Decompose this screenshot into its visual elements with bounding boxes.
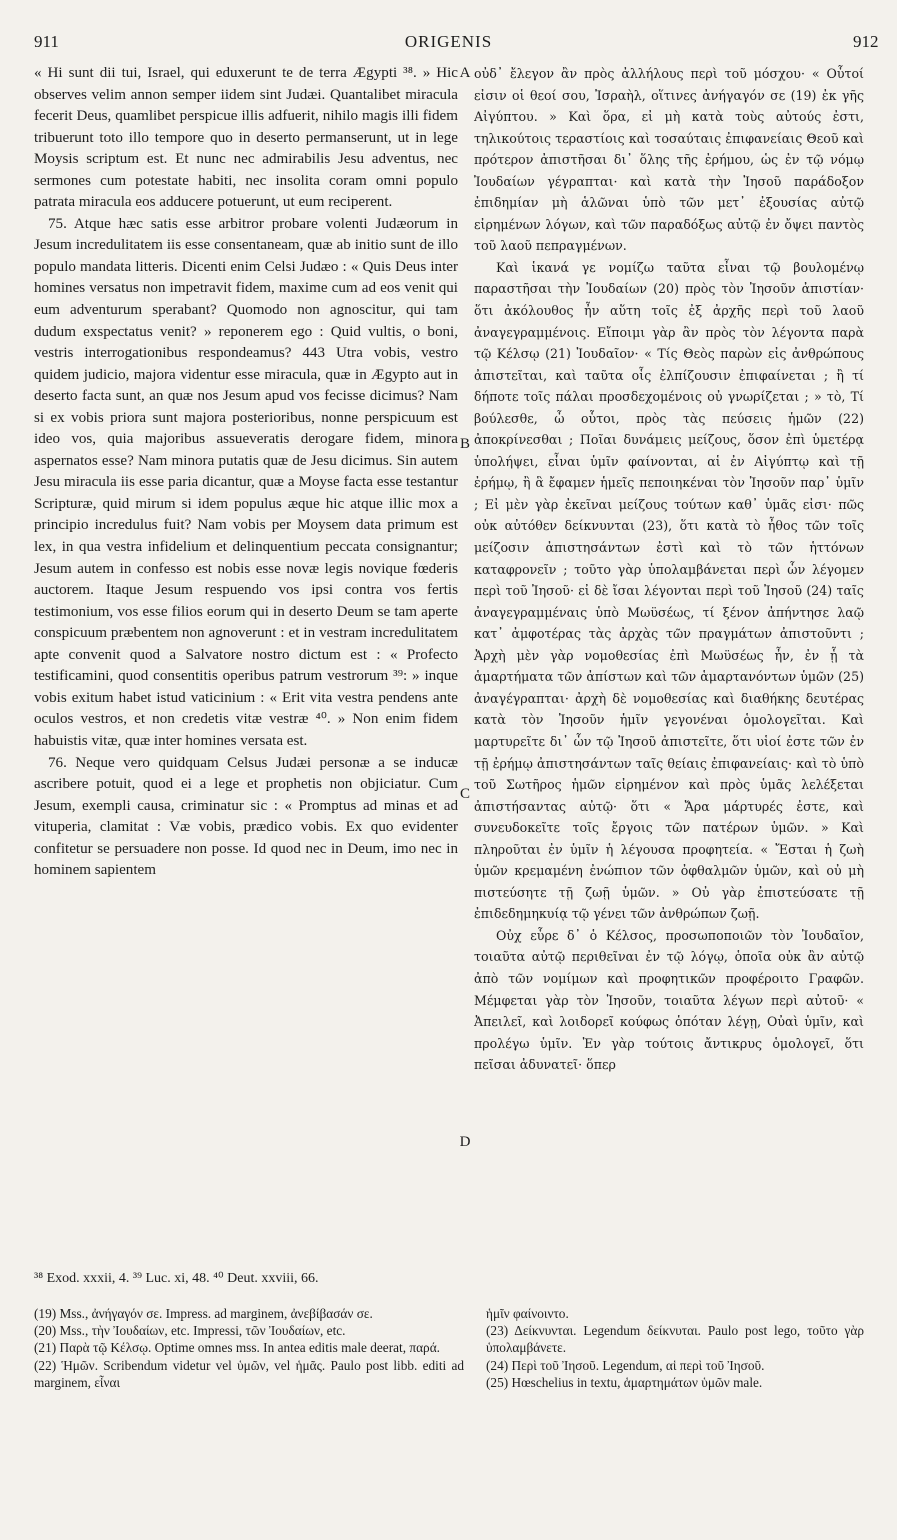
latin-paragraph: « Hi sunt dii tui, Israel, qui eduxerunt te de terra Ægypti ³⁸. » Hic observes velim annon semper iidem sint Judæi. Quantalibet miracula fecerit Deus, quamlibet perspicue illis adfuerit, nihilo magis illi fidem tribuerunt toto illo tempore quo in deserto permanserunt, ut in lege Moysis scriptum est. Et nunc nec admirabilis Jesu adventus, nec sermones cum potestate habiti, nec insolita coram omni populo patrata miracula eos adducere potuerunt, ut eum reciperent.	[34, 65, 458, 211]
notes-right	[486, 1305, 864, 1391]
notes-left	[34, 1305, 464, 1391]
greek-paragraph: οὐδ᾽ ἔλεγον ἂν πρὸς ἀλλήλους περὶ τοῦ μόσχου· « Οὗτοί εἰσιν οἱ θεοί σου, Ἰσραὴλ, οἵτινες ἀνήγαγόν σε (19) ἐκ γῆς Αἰγύπτου. » Καὶ ὅρα, εἰ μὴ κατὰ τοὺς αὐτούς ἐστι, τηλικούτοις τεραστίοις καὶ τοσαύταις ἐπιφανείαις Θεοῦ καὶ πρότερον ἀπιστῆσαι δι᾽ ὅλης τῆς ἐρήμου, ὡς ἐν τῷ νόμῳ Ἰουδαίων γέγραπται· καὶ κατὰ τὴν Ἰησοῦ παράδοξον ἐπιδημίαν μὴ ἁλῶναι ὑπὸ τῶν μετ᾽ ἐξουσίας αὐτῷ εἰρημένων λόγων, καὶ τῶν παραδόξως αὐτῷ ἐν ὄψει παντὸς τοῦ λαοῦ πεπραγμένων.	[474, 66, 864, 254]
margin-letter-a: A	[459, 65, 471, 81]
greek-paragraph: Οὐχ εὗρε δ᾽ ὁ Κέλσος, προσωποποιῶν τὸν Ἰουδαῖον, τοιαῦτα αὐτῷ περιθεῖναι ἐν τῷ λόγῳ, ὁποῖα οὐκ ἂν αὐτῷ ἀπὸ τῶν νομίμων καὶ προφητικῶν προφέροιτο Γραφῶν. Μέμφεται γὰρ τὸν Ἰησοῦν, τοιαῦτα λέγων περὶ αὐτοῦ· « Ἀπειλεῖ, καὶ λοιδορεῖ κούφως ὁπόταν λέγῃ, Οὐαὶ ὑμῖν, καὶ προλέγω ὑμῖν. Ἐν γὰρ τούτοις ἄντικρυς ὁμολογεῖ, ὅτι πεῖσαι ἀδυνατεῖ· ὅπερ	[474, 927, 864, 1073]
margin-letter-d: D	[459, 1134, 471, 1150]
critical-note: (21) Παρὰ τῷ Κέλσῳ. Optime omnes mss. In antea editis male deerat, παρά.	[34, 1340, 440, 1356]
critical-note: (24) Περὶ τοῦ Ἰησοῦ. Legendum, αἱ περὶ τοῦ Ἰησοῦ.	[486, 1357, 765, 1373]
scripture-references: ³⁸ Exod. xxxii, 4. ³⁹ Luc. xi, 48. ⁴⁰ Deut. xxviii, 66.	[34, 1271, 319, 1286]
page-number-left: 911	[34, 32, 59, 51]
critical-note: ἡμῖν φαίνοιντο.	[486, 1306, 569, 1321]
critical-note: (25) Hœschelius in textu, ἁμαρτημάτων ὑμῶν male.	[486, 1374, 763, 1390]
margin-letter-c: C	[459, 786, 470, 802]
critical-note: (19) Mss., ἀνήγαγόν σε. Impress. ad marginem, ἀνεβίβασάν σε.	[34, 1306, 373, 1321]
latin-paragraph: 75. Atque hæc satis esse arbitror probare volenti Judæorum in Jesum incredulitatem iis esse consentaneam, quæ ab initio sunt de illo populo mandata litteris. Dicenti enim Celsi Judæo : « Quis Deus inter homines versatus non impetravit fidem, maxime cum ad eos venit qui eum adventurum sperabant? Quomodo non agnoscitur, qui tam dudum exspectatus venit? » reponerem ego : Quid vultis, o boni, vestris interrogationibus respondeamus? 443 Utra vobis, vestro quidem judicio, majora videntur esse miracula, quæ in Ægypto aut in deserto facta sunt, an quæ nos Jesum apud vos fecisse dicimus? Nam si ex vobis priora sunt majora posterioribus, nonne perspicuum est ideo vos, quia majoribus assueveratis derogare fidem, minora aspernatos esse? Nam minora putatis quæ de Jesu dicimus. Sin autem Jesu miracula iis esse paria dicantur, quæ a Moyse facta esse testantur Scripturæ, quid mirum si idem populus æque hic atque illic mox a principio incredulus fuit? Nam vobis per Moysem data primum est lex, in qua vestra infidelium et delinquentium peccata consignantur; Jesum autem in confesso est nobis esse novæ legis novique fœderis auctorem. Itaque Jesum respuendo vos ipsi contra vos fertis testimonium, vos esse filios eorum qui in deserto Deum se tam aperte conspicuum præbentem non agnoverunt : et in vestram incredulitatem apte convenit quod a Salvatore nostro dictum est : « Profecto testificamini, quod consentitis operibus patrum vestrorum ³⁹: » inque vobis exitum habet istud vaticinium : « Erit vita vestra pendens ante oculos vestros, et non credetis vitæ vestræ ⁴⁰. » Non enim fidem habuistis vitæ, quæ inter homines versata est.	[34, 215, 458, 749]
latin-paragraph: 76. Neque vero quidquam Celsus Judæi personæ a se inducæ ascribere potuit, quod ei a lege et prophetis non objiciatur. Cum Jesum, exempli causa, criminatur sic : « Promptus ad minas et ad vituperia, clamitat : Væ vobis, prædico vobis. Ex quo evidenter confitetur se persuadere non posse. Id quod nec in Deum, imo nec in hominem sapientem	[34, 754, 458, 879]
critical-note: (23) Δείκνυνται. Legendum δείκνυται. Paulo post lego, τοῦτο γὰρ ὑπολαμβάνετε.	[486, 1323, 864, 1356]
critical-note: (22) Ἡμῶν. Scribendum videtur vel ὑμῶν, vel ἡμᾶς. Paulo post libb. editi ad marginem, εἶναι	[34, 1357, 464, 1390]
page-number-right: 912	[853, 32, 879, 51]
critical-note: (20) Mss., τὴν Ἰουδαίων, etc. Impressi, τῶν Ἰουδαίων, etc.	[34, 1323, 346, 1339]
margin-letter-b: B	[459, 436, 470, 452]
greek-column	[474, 63, 864, 1076]
greek-paragraph: Καὶ ἱκανά γε νομίζω ταῦτα εἶναι τῷ βουλομένῳ παραστῆσαι τὴν Ἰουδαίων (20) πρὸς τὸν Ἰησοῦν ἀπιστίαν· ὅτι ἀκόλουθος ἦν αὕτη τοῖς ἐξ ἀρχῆς περὶ τοῦ λαοῦ ἀναγεγραμμένοις. Εἴποιμι γὰρ ἂν πρὸς τὸν λέγοντα παρὰ τῷ Κέλσῳ (21) Ἰουδαῖον· « Τίς Θεὸς παρὼν εἰς ἀνθρώπους ἀπιστεῖται, καὶ ταῦτα οἷς ἐλπίζουσιν ἐπιφαίνεται ; ἢ τί δήποτε τοῖς πάλαι προσδεχομένοις οὐ γνωρίζεται ; » τὸ, Τί βούλεσθε, ὦ οὗτοι, πρὸς τὰς πεύσεις ἡμῶν (22) ἀποκρίνεσθαι ; Ποῖαι δυνάμεις μείζους, ὅσον ἐπὶ ὑμετέρᾳ ὑπολήψει, εἶναι ὑμῖν φαίνονται, αἱ ἐν Αἰγύπτῳ καὶ τῇ ἐρήμῳ, ἢ ἃ ἔφαμεν ἡμεῖς πεποιηκέναι τὸν Ἰησοῦν παρ᾽ ὑμῖν ; Εἰ μὲν γὰρ ἐκεῖναι μείζους τούτων καθ᾽ ὑμᾶς εἰσι· πῶς οὐκ αὐτόθεν δείκνυνται (23), ὅτι κατὰ τὸ ἦθος τῶν τοῖς μείζοσιν ἀπιστησάντων ἐστὶ καὶ τὸ τῶν ἡττόνων καταφρονεῖν ; τοῦτο γὰρ ὑπολαμβάνεται περὶ ὧν λέγομεν περὶ τοῦ Ἰησοῦ· εἰ δὲ ἴσαι λέγονται περὶ τοῦ Ἰησοῦ (24) ταῖς ἀναγεγραμμέναις ὑπὸ Μωϋσέως, τί ξένον ἀπήντησε λαῷ κατ᾽ ἀμφοτέρας τὰς ἀρχὰς τῶν πραγμάτων ἀπιστοῦντι ; Ἀρχὴ μὲν γὰρ νομοθεσίας ἐπὶ Μωϋσέως ἦν, ἐν ᾗ τὰ ἁμαρτήματα τῶν ἀπίστων καὶ τῶν ἁμαρτανόντων ὑμῶν (25) ἀναγέγραπται· ἀρχὴ δὲ νομοθεσίας καὶ διαθήκης δευτέρας κατὰ τὸν Ἰησοῦν ἡμῖν γεγονέναι ὁμολογεῖται. Καὶ μαρτυρεῖτε δι᾽ ὧν τῷ Ἰησοῦ ἀπιστεῖτε, ὅτι υἱοί ἐστε τῶν ἐν τῇ ἐρήμῳ ἀπιστησάντων ταῖς θείαις ἐπιφανείαις· καὶ τὸ ὑπὸ τοῦ Σωτῆρος ἡμῶν εἰρημένον καὶ πρὸς ὑμᾶς λελέξεται ἀπιστήσαντας αὐτῷ· ὅτι « Ἄρα μάρτυρές ἐστε, καὶ συνευδοκεῖτε τοῖς ἔργοις τῶν πατέρων ὑμῶν. » Καὶ πληροῦται ἐν ὑμῖν ἡ λέγουσα προφητεία. « Ἔσται ἡ ζωὴ ὑμῶν κρεμαμένη ἐνώπιον τῶν ὀφθαλμῶν ὑμῶν, καὶ οὐ μὴ πιστεύσητε τῇ ζωῇ ὑμῶν. » Οὐ γὰρ ἐπιστεύσατε τῇ ἐπιδεδημηκυίᾳ τῷ γένει τῶν ἀνθρώπων ζωῇ.	[474, 259, 864, 922]
page-header	[0, 32, 897, 54]
running-title: ORIGENIS	[404, 32, 493, 51]
latin-column	[34, 63, 458, 882]
